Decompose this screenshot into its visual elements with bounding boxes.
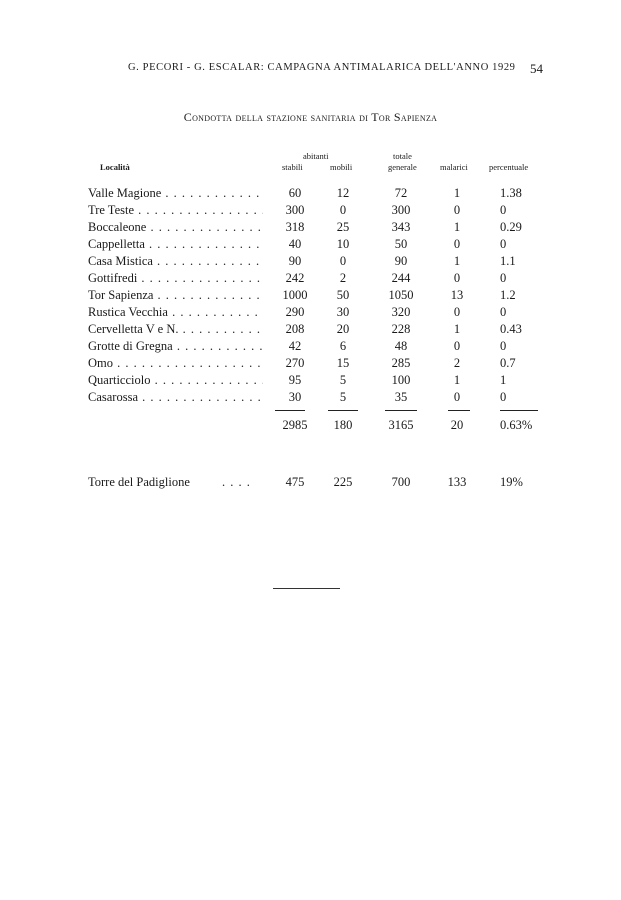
cell-percentuale: 0.7 bbox=[500, 356, 516, 370]
cell-percentuale: 0 bbox=[500, 390, 507, 404]
cell-stabili: 95 bbox=[288, 373, 302, 387]
cell-malarici: 1 bbox=[453, 254, 461, 268]
cell-stabili: 42 bbox=[288, 339, 302, 353]
header-mobili: mobili bbox=[330, 162, 353, 172]
table-row bbox=[0, 271, 621, 288]
cell-malarici: 0 bbox=[453, 339, 461, 353]
cell-percentuale: 1.1 bbox=[500, 254, 516, 268]
header-localita: Località bbox=[100, 162, 130, 172]
cell-totale: 100 bbox=[391, 373, 411, 387]
cell-localita: Rustica Vecchia . . . bbox=[88, 305, 263, 320]
total-mobili: 180 bbox=[333, 418, 353, 432]
cell-mobili: 50 bbox=[336, 288, 350, 302]
rule-mobili bbox=[328, 410, 358, 411]
cell-localita: Valle Magione . . . bbox=[88, 186, 263, 201]
cell-stabili: 90 bbox=[288, 254, 302, 268]
cell-percentuale: 1 bbox=[500, 373, 507, 387]
cell-mobili: 10 bbox=[336, 237, 350, 251]
cell-stabili: 30 bbox=[288, 390, 302, 404]
cell-malarici: 0 bbox=[453, 271, 461, 285]
cell-localita: Cervelletta V e N. . . . bbox=[88, 322, 263, 337]
cell-mobili: 2 bbox=[339, 271, 347, 285]
cell-localita: Tre Teste . . . bbox=[88, 203, 263, 218]
cell-localita: Tor Sapienza . . . bbox=[88, 288, 263, 303]
total-stabili: 2985 bbox=[282, 418, 308, 432]
table-row bbox=[0, 322, 621, 339]
table-row bbox=[0, 373, 621, 390]
header-malarici: malarici bbox=[440, 162, 468, 172]
cell-stabili: 290 bbox=[285, 305, 305, 319]
cell-mobili: 15 bbox=[336, 356, 350, 370]
cell-mobili: 20 bbox=[336, 322, 350, 336]
table-row bbox=[0, 203, 621, 220]
table-row bbox=[0, 237, 621, 254]
cell-mobili: 0 bbox=[339, 203, 347, 217]
cell-localita: Cappelletta . . . bbox=[88, 237, 263, 252]
table-row bbox=[0, 356, 621, 373]
cell-mobili: 5 bbox=[339, 390, 347, 404]
cell-stabili: 300 bbox=[285, 203, 305, 217]
cell-malarici: 2 bbox=[453, 356, 461, 370]
cell-totale: 244 bbox=[391, 271, 411, 285]
extra-malarici: 133 bbox=[447, 475, 467, 489]
cell-stabili: 208 bbox=[285, 322, 305, 336]
cell-totale: 343 bbox=[391, 220, 411, 234]
cell-totale: 228 bbox=[391, 322, 411, 336]
header-percentuale: percentuale bbox=[489, 162, 529, 172]
cell-malarici: 1 bbox=[453, 220, 461, 234]
cell-percentuale: 0 bbox=[500, 305, 507, 319]
totals-row bbox=[0, 418, 621, 435]
cell-localita: Boccaleone . . . bbox=[88, 220, 263, 235]
rule-stabili bbox=[275, 410, 305, 411]
table-row bbox=[0, 288, 621, 305]
extra-leader-dots: . . . . bbox=[222, 475, 251, 489]
table-row bbox=[0, 254, 621, 271]
cell-malarici: 1 bbox=[453, 186, 461, 200]
cell-totale: 48 bbox=[394, 339, 408, 353]
cell-mobili: 0 bbox=[339, 254, 347, 268]
rule-malarici bbox=[448, 410, 470, 411]
cell-totale: 72 bbox=[394, 186, 408, 200]
cell-stabili: 242 bbox=[285, 271, 305, 285]
cell-totale: 90 bbox=[394, 254, 408, 268]
table-row bbox=[0, 390, 621, 407]
total-percentuale: 0.63% bbox=[500, 418, 533, 432]
cell-percentuale: 0 bbox=[500, 271, 507, 285]
header-totale: totale bbox=[393, 151, 412, 161]
cell-malarici: 1 bbox=[453, 322, 461, 336]
header-generale: generale bbox=[388, 162, 417, 172]
cell-mobili: 5 bbox=[339, 373, 347, 387]
table-row bbox=[0, 339, 621, 356]
cell-totale: 320 bbox=[391, 305, 411, 319]
cell-malarici: 0 bbox=[453, 203, 461, 217]
cell-percentuale: 0 bbox=[500, 237, 507, 251]
cell-stabili: 40 bbox=[288, 237, 302, 251]
cell-localita: Casa Mistica . . . bbox=[88, 254, 263, 269]
rule-totale bbox=[385, 410, 417, 411]
table-row bbox=[0, 186, 621, 203]
closing-rule bbox=[273, 588, 340, 589]
extra-row bbox=[0, 475, 621, 492]
header-stabili: stabili bbox=[282, 162, 303, 172]
table-title: Condotta della stazione sanitaria di Tor Sapienza bbox=[183, 110, 438, 124]
extra-stabili: 475 bbox=[285, 475, 305, 489]
cell-totale: 50 bbox=[394, 237, 408, 251]
cell-percentuale: 1.38 bbox=[500, 186, 522, 200]
running-head: G. PECORI - G. ESCALAR: CAMPAGNA ANTIMALARICA DELL'ANNO 1929 bbox=[128, 62, 516, 73]
cell-percentuale: 0 bbox=[500, 203, 507, 217]
table-row bbox=[0, 220, 621, 237]
cell-totale: 1050 bbox=[388, 288, 414, 302]
cell-totale: 285 bbox=[391, 356, 411, 370]
cell-percentuale: 0.29 bbox=[500, 220, 522, 234]
extra-totale: 700 bbox=[391, 475, 411, 489]
cell-stabili: 270 bbox=[285, 356, 305, 370]
cell-percentuale: 1.2 bbox=[500, 288, 516, 302]
cell-totale: 35 bbox=[394, 390, 408, 404]
cell-localita: Gottifredi . . . bbox=[88, 271, 263, 286]
extra-localita: Torre del Padiglione bbox=[88, 475, 190, 489]
table-row bbox=[0, 305, 621, 322]
cell-percentuale: 0 bbox=[500, 339, 507, 353]
rule-percentuale bbox=[500, 410, 538, 411]
cell-malarici: 1 bbox=[453, 373, 461, 387]
cell-stabili: 1000 bbox=[282, 288, 308, 302]
total-malarici: 20 bbox=[450, 418, 464, 432]
cell-totale: 300 bbox=[391, 203, 411, 217]
header-abitanti: abitanti bbox=[303, 151, 329, 161]
cell-stabili: 60 bbox=[288, 186, 302, 200]
extra-percentuale: 19% bbox=[500, 475, 523, 489]
cell-mobili: 25 bbox=[336, 220, 350, 234]
cell-stabili: 318 bbox=[285, 220, 305, 234]
cell-localita: Casarossa . . . bbox=[88, 390, 263, 405]
cell-mobili: 6 bbox=[339, 339, 347, 353]
total-totale: 3165 bbox=[388, 418, 414, 432]
cell-malarici: 13 bbox=[450, 288, 464, 302]
cell-malarici: 0 bbox=[453, 305, 461, 319]
cell-localita: Grotte di Gregna . . . bbox=[88, 339, 263, 354]
cell-malarici: 0 bbox=[453, 237, 461, 251]
cell-malarici: 0 bbox=[453, 390, 461, 404]
cell-mobili: 12 bbox=[336, 186, 350, 200]
cell-localita: Quarticciolo . . . bbox=[88, 373, 263, 388]
cell-percentuale: 0.43 bbox=[500, 322, 522, 336]
page-number: 54 bbox=[530, 61, 543, 76]
cell-mobili: 30 bbox=[336, 305, 350, 319]
cell-localita: Omo . . . bbox=[88, 356, 263, 371]
extra-mobili: 225 bbox=[333, 475, 353, 489]
